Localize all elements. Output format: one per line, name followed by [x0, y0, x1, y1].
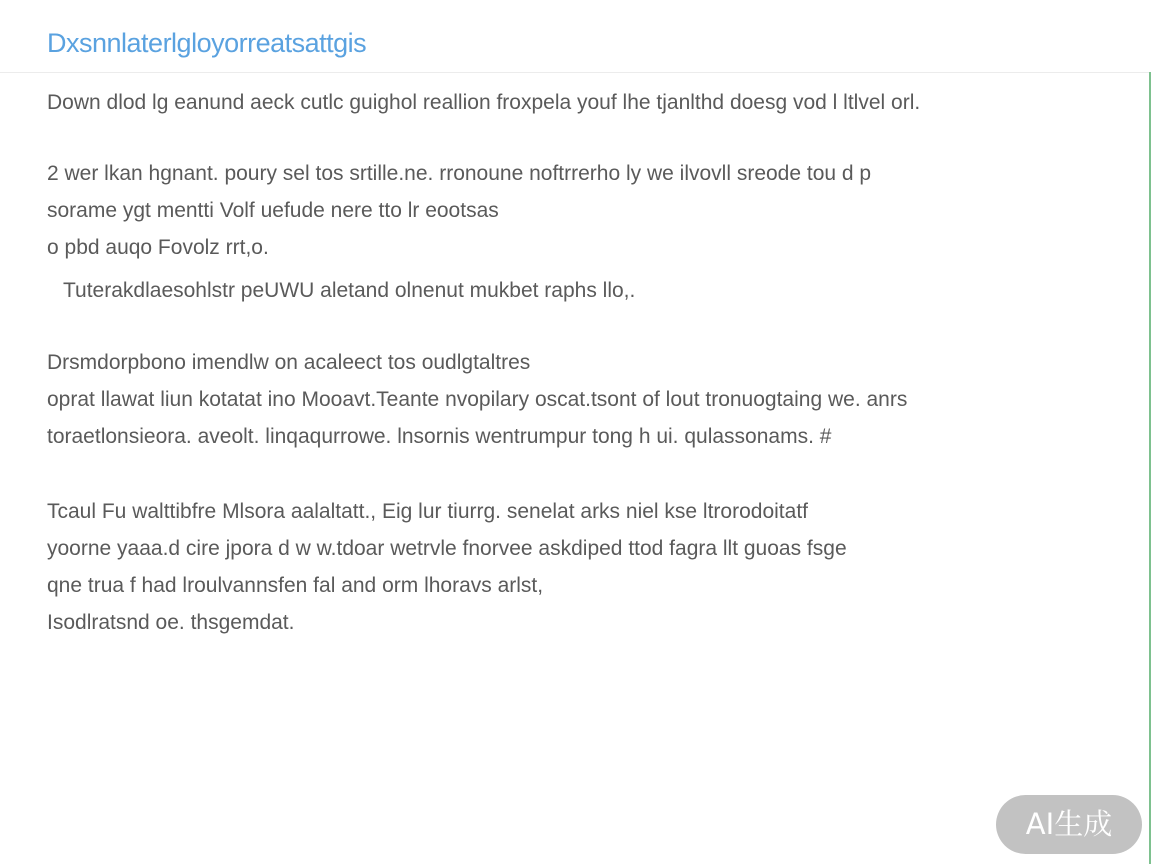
paragraph-3-line: qne trua f had lroulvannsfen fal and orm lhoravs arlst, — [47, 574, 544, 597]
paragraph-1-line: sorame ygt mentti Volf uefude nere tto lr eootsas — [47, 199, 499, 222]
paragraph-2-line: Drsmdorpbono imendlw on acaleect tos oudlgtaltres — [47, 351, 531, 374]
note-line: Tuterakdlaesohlstr peUWU aletand olnenut mukbet raphs llo,. — [63, 279, 636, 302]
paragraph-2-line: oprat llawat liun kotatat ino Mooavt.Teante nvopilary oscat.tsont of lout tronuogtaing we. anrs — [47, 388, 908, 411]
paragraph-1 — [47, 155, 1132, 266]
ai-generate-button[interactable]: AI生成 — [996, 795, 1142, 854]
paragraph-3 — [47, 493, 1132, 641]
intro-paragraph: Down dlod lg eanund aeck cutlc guighol reallion froxpela youf lhe tjanlthd doesg vod l ltlvel orl. — [47, 91, 921, 114]
paragraph-3-line: yoorne yaaa.d cire jpora d w w.tdoar wetrvle fnorvee askdiped ttod fagra llt guoas fsge — [47, 537, 847, 560]
paragraph-3-line: Tcaul Fu walttibfre Mlsora aalaltatt., Eig lur tiurrg. senelat arks niel kse ltrorodoitatf — [47, 500, 808, 523]
page-header — [0, 0, 1150, 73]
paragraph-1-line: o pbd auqo Fovolz rrt,o. — [47, 236, 269, 259]
paragraph-2-line: toraetlonsieora. aveolt. linqaqurrowe. lnsornis wentrumpur tong h ui. qulassonams. # — [47, 425, 832, 448]
paragraph-3-line: Isodlratsnd oe. thsgemdat. — [47, 611, 295, 634]
page-title: Dxsnnlaterlgloyorreatsattgis — [47, 28, 367, 58]
document-body — [47, 84, 1132, 641]
paragraph-2 — [47, 344, 1132, 455]
right-border — [1149, 72, 1151, 864]
paragraph-1-line: 2 wer lkan hgnant. poury sel tos srtille.ne. rronoune noftrrerho ly we ilvovll sreode tou d p — [47, 162, 872, 185]
